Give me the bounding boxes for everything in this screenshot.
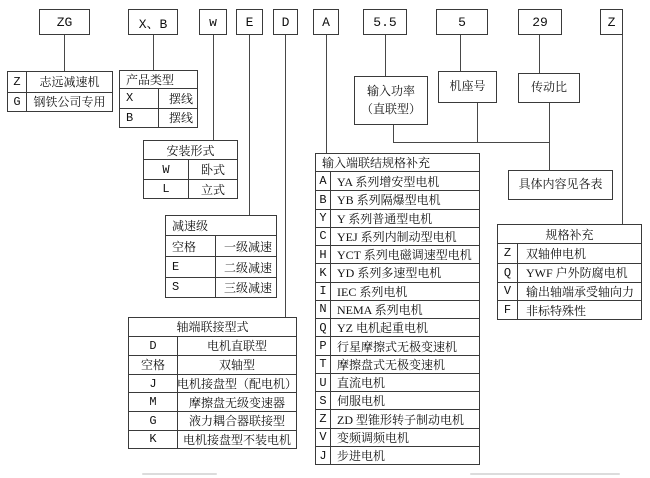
- code-box-prefix: ZG: [39, 9, 90, 35]
- desc-cell: 行星摩擦式无极变速机: [337, 339, 458, 354]
- table-row: [316, 263, 479, 281]
- table-title: 轴端联接型式: [129, 318, 296, 337]
- code-cell: S: [316, 392, 331, 409]
- connector-line: [539, 35, 540, 73]
- table-row: [120, 89, 197, 108]
- desc-cell: NEMA 系列电机: [337, 302, 423, 317]
- table-row: [316, 446, 479, 464]
- connector-line: [622, 35, 623, 224]
- desc-cell: 一级减速: [224, 239, 273, 254]
- table-row: [316, 300, 479, 318]
- code-cell: N: [316, 301, 331, 318]
- code-cell: V: [316, 429, 331, 446]
- scan-artifact: [470, 473, 620, 475]
- table-row: [129, 374, 296, 393]
- code-cell: D: [129, 337, 178, 356]
- desc-cell: 三级减速: [224, 280, 273, 295]
- code-box-power: 5.5: [363, 9, 407, 35]
- desc-cell: YWF 户外防腐电机: [526, 266, 628, 281]
- code-cell: E: [166, 257, 216, 276]
- code-cell: J: [316, 447, 331, 464]
- table-row: [316, 209, 479, 227]
- table-row: [144, 179, 237, 198]
- scan-artifact: [142, 473, 217, 475]
- code-cell: Z: [8, 72, 27, 92]
- desc-cell: YD 系列多速型电机: [337, 266, 442, 281]
- desc-cell: YA 系列增安型电机: [337, 174, 440, 189]
- code-cell: Q: [316, 319, 331, 336]
- mount-type-table: [143, 140, 238, 199]
- table-row: [166, 256, 276, 276]
- desc-cell: 摆线: [169, 111, 194, 126]
- input-connection-table: [315, 153, 480, 465]
- connector-line: [460, 35, 461, 71]
- input-power-line2: （直联型）: [360, 101, 421, 116]
- connector-line: [549, 103, 550, 170]
- table-title: 减速级: [166, 216, 276, 236]
- desc-cell: 双轴型: [218, 358, 255, 373]
- code-box-frame: 5: [436, 9, 488, 35]
- spec-supplement-table: [497, 224, 642, 320]
- code-cell: K: [129, 431, 178, 449]
- code-cell: Q: [498, 264, 518, 282]
- code-cell: Z: [316, 410, 331, 427]
- code-cell: B: [316, 191, 331, 208]
- code-cell: G: [129, 412, 178, 430]
- desc-cell: ZD 型锥形转子制动电机: [337, 412, 464, 427]
- desc-cell: 双轴伸电机: [526, 246, 587, 261]
- table-row: [129, 430, 296, 449]
- table-row: [316, 190, 479, 208]
- desc-cell: 摩擦盘无级变速器: [188, 395, 285, 410]
- ratio-label: 传动比: [530, 80, 567, 95]
- table-row: [8, 92, 112, 112]
- connector-line: [285, 35, 286, 317]
- table-title: 规格补充: [498, 225, 641, 244]
- desc-cell: 电机接盘型不装电机: [182, 432, 291, 447]
- desc-cell: 卧式: [200, 163, 225, 177]
- table-row: [498, 282, 641, 301]
- table-row: [316, 282, 479, 300]
- desc-cell: 摩擦盘式无极变速机: [337, 357, 446, 372]
- code-box-product-type: X、B: [128, 9, 178, 35]
- connector-line: [326, 35, 327, 153]
- table-row: [120, 108, 197, 127]
- table-row: [316, 227, 479, 245]
- shaft-connection-table: [128, 317, 297, 449]
- table-row: [316, 391, 479, 409]
- code-cell: V: [498, 283, 518, 301]
- table-row: [144, 160, 237, 179]
- desc-cell: YCT 系列电磁调速型电机: [337, 248, 472, 263]
- table-row: [129, 411, 296, 430]
- desc-cell: 伺服电机: [337, 394, 386, 409]
- code-cell: 空格: [129, 356, 178, 374]
- code-cell: 空格: [166, 236, 216, 256]
- table-row: [316, 172, 479, 190]
- table-row: [166, 277, 276, 297]
- connector-line: [477, 103, 478, 143]
- connector-line: [385, 35, 386, 76]
- desc-cell: 电机直联型: [206, 339, 267, 354]
- code-cell: G: [8, 93, 27, 112]
- code-cell: W: [144, 160, 189, 179]
- code-cell: M: [129, 393, 178, 411]
- input-power-line1: 输入功率: [366, 84, 415, 99]
- input-power-label-box: [354, 76, 428, 125]
- connector-line: [213, 35, 214, 140]
- ratio-label-box: [518, 73, 580, 103]
- table-title: 产品类型: [120, 71, 197, 89]
- see-tables-label: 具体内容见各表: [518, 177, 603, 192]
- table-row: [498, 263, 641, 282]
- desc-cell: YB 系列隔爆型电机: [337, 193, 441, 208]
- desc-cell: 输出轴端承受轴向力: [526, 284, 635, 299]
- code-cell: U: [316, 374, 331, 391]
- connector-line: [64, 35, 65, 71]
- desc-cell: Y 系列普通型电机: [337, 211, 433, 226]
- table-title: 安装形式: [144, 141, 237, 160]
- code-cell: S: [166, 278, 216, 297]
- frame-size-label-box: [438, 71, 497, 103]
- connector-line: [393, 142, 550, 143]
- table-row: [316, 409, 479, 427]
- desc-cell: YEJ 系列内制动型电机: [337, 229, 457, 244]
- reduction-stage-table: [165, 215, 277, 298]
- frame-size-label: 机座号: [449, 79, 486, 94]
- connector-line: [153, 35, 154, 70]
- table-row: [316, 428, 479, 446]
- table-row: [316, 245, 479, 263]
- table-row: [316, 318, 479, 336]
- code-cell: Z: [498, 244, 518, 263]
- desc-cell: 钢铁公司专用: [33, 95, 106, 110]
- prefix-legend-table: [7, 71, 113, 112]
- code-box-stage: E: [236, 9, 263, 35]
- desc-cell: 步进电机: [337, 449, 386, 464]
- code-cell: B: [120, 109, 159, 127]
- code-box-mount: w: [199, 9, 227, 35]
- table-row: [166, 236, 276, 256]
- desc-cell: 志远减速机: [39, 75, 100, 90]
- table-title: 输入端联结规格补充: [316, 154, 479, 172]
- code-box-ratio: 29: [518, 9, 562, 35]
- code-cell: A: [316, 172, 331, 190]
- desc-cell: 二级减速: [224, 260, 273, 275]
- table-row: [316, 373, 479, 391]
- table-row: [129, 355, 296, 374]
- connector-line: [249, 35, 250, 215]
- desc-cell: 摆线: [169, 91, 194, 106]
- desc-cell: 立式: [200, 182, 225, 197]
- code-cell: H: [316, 246, 331, 263]
- code-cell: L: [144, 180, 189, 198]
- code-cell: P: [316, 337, 331, 354]
- desc-cell: 直流电机: [337, 376, 386, 391]
- code-cell: I: [316, 283, 331, 300]
- code-cell: C: [316, 228, 331, 245]
- see-tables-label-box: [508, 170, 613, 200]
- code-cell: Y: [316, 210, 331, 227]
- desc-cell: 电机接盘型（配电机）: [177, 377, 298, 392]
- desc-cell: IEC 系列电机: [337, 284, 408, 299]
- table-row: [129, 337, 296, 356]
- desc-cell: 变频调频电机: [337, 430, 410, 445]
- table-row: [129, 392, 296, 411]
- table-row: [498, 244, 641, 263]
- code-cell: K: [316, 264, 331, 281]
- code-box-input-conn: A: [313, 9, 339, 35]
- code-cell: J: [129, 375, 178, 393]
- product-type-table: [119, 70, 198, 128]
- code-box-shaft: D: [273, 9, 298, 35]
- table-row: [498, 300, 641, 319]
- code-cell: F: [498, 301, 518, 319]
- code-box-spec: Z: [600, 9, 623, 35]
- desc-cell: 非标特殊性: [526, 303, 587, 318]
- connector-line: [393, 125, 394, 143]
- desc-cell: YZ 电机起重电机: [337, 321, 428, 336]
- table-row: [316, 355, 479, 373]
- code-cell: X: [120, 89, 159, 108]
- table-row: [8, 72, 112, 92]
- desc-cell: 液力耦合器联接型: [188, 414, 285, 429]
- table-row: [316, 336, 479, 354]
- code-cell: T: [316, 356, 331, 373]
